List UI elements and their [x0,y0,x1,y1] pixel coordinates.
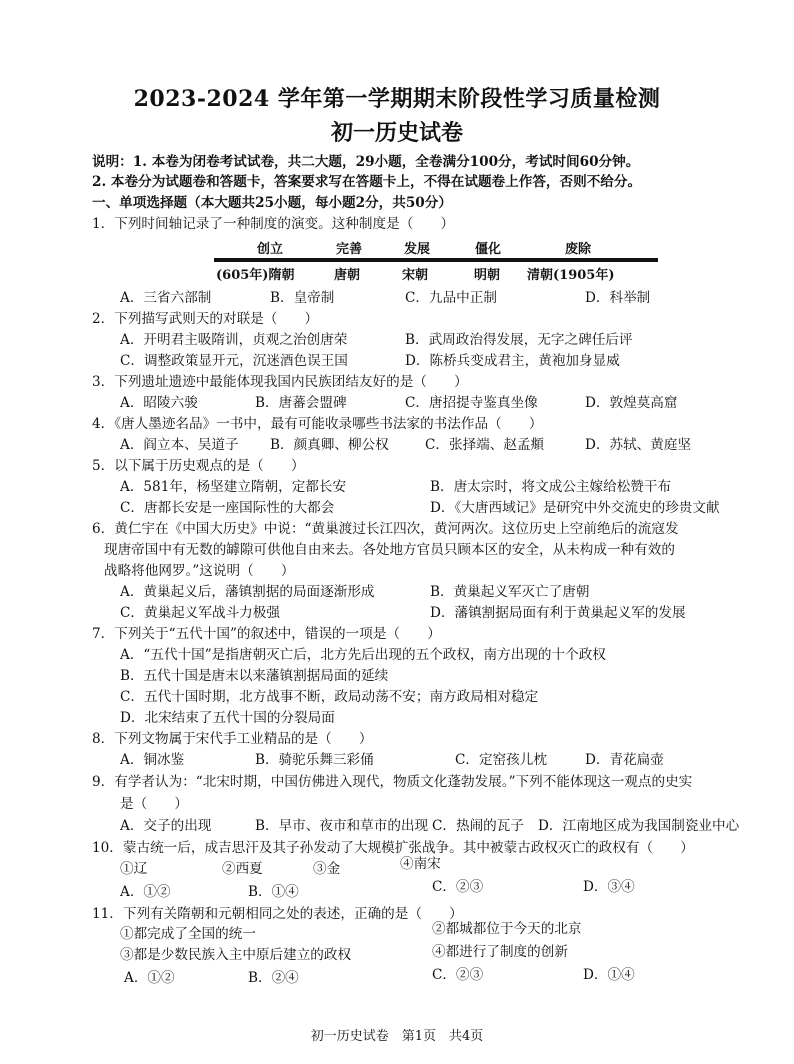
q3-option-b: B．唐蕃会盟碑 [255,395,347,411]
timeline-stage: 创立 [257,242,284,257]
q4-option-d: D．苏轼、黄庭坚 [585,437,692,453]
q8-option-b: B．骑驼乐舞三彩俑 [255,752,374,768]
q10-option-b: B．①④ [248,884,299,900]
q10-item: ②西夏 [222,861,263,877]
question-2-stem: 2．下列描写武则天的对联是（ ） [92,311,319,327]
q1-option-a: A．三省六部制 [120,290,212,306]
q9-option-a: A．交子的出现 [120,818,212,834]
question-9-stem-line: 9．有学者认为：“北宋时期，中国仿佛进入现代，物质文化蓬勃发展。”下列不能体现这一观点的史实 [92,774,693,790]
q8-option-c: C．定窑孩儿枕 [455,752,547,768]
q10-item: ③金 [313,861,341,877]
exam-title: 2023-2024 学年第一学期期末阶段性学习质量检测 [133,86,661,112]
q11-option-d: D．①④ [583,967,635,983]
q11-option-c: C．②③ [432,967,484,983]
q11-option-a: A．①② [124,970,175,986]
timeline-period: (605年)隋朝 [216,268,295,283]
timeline-stage: 发展 [404,242,431,257]
timeline-stage: 僵化 [475,242,502,257]
q7-option-d: D．北宋结束了五代十国的分裂局面 [120,710,335,726]
q10-item: ①辽 [120,861,148,877]
question-6-stem-line: 战略将他网罗。”这说明（ ） [104,563,295,579]
q3-option-a: A．昭陵六骏 [120,395,198,411]
q6-option-a: A．黄巢起义后，藩镇割据的局面逐渐形成 [120,584,375,600]
question-10-stem: 10．蒙古统一后，成吉思汗及其子孙发动了大规模扩张战争。其中被蒙古政权灭亡的政权有（ ） [92,840,694,856]
q4-option-b: B．颜真卿、柳公权 [270,437,389,453]
q10-item: ④南宋 [400,856,441,872]
q1-option-c: C．九品中正制 [405,290,497,306]
timeline-period: 明朝 [474,268,501,283]
q8-option-a: A．铜冰鉴 [120,752,185,768]
q3-option-d: D．敦煌莫高窟 [585,395,678,411]
q11-item: ②都城都位于今天的北京 [432,921,582,937]
q2-option-b: B．武周政治得发展，无字之碑任后评 [405,332,633,348]
q10-option-c: C．②③ [432,879,484,895]
question-9-stem-line: 是（ ） [120,796,188,812]
q1-option-d: D．科举制 [585,290,651,306]
timeline-stage: 废除 [565,242,592,257]
q11-item: ①都完成了全国的统一 [120,926,256,942]
q5-option-a: A．581年，杨坚建立隋朝，定都长安 [120,479,347,495]
q4-option-c: C．张择端、赵孟頫 [425,437,545,453]
q8-option-d: D．青花扁壶 [585,752,664,768]
q6-option-b: B．黄巢起义军灭亡了唐朝 [430,584,590,600]
q6-option-d: D．藩镇割据局面有利于黄巢起义军的发展 [430,605,686,621]
question-11-stem: 11．下列有关隋朝和元朝相同之处的表述，正确的是（ ） [92,906,463,922]
q11-item: ④都进行了制度的创新 [432,944,568,960]
q2-option-d: D．陈桥兵变成君主，黄袍加身显威 [405,353,620,369]
q2-option-c: C．调整政策显开元，沉迷酒色误王国 [120,353,348,369]
section-heading: 一、单项选择题（本大题共25小题，每小题2分，共50分） [92,195,452,211]
q11-option-b: B．②④ [248,970,299,986]
question-5-stem: 5．以下属于历史观点的是（ ） [92,458,305,474]
question-1-stem: 1．下列时间轴记录了一种制度的演变。这种制度是（ ） [92,216,455,232]
q9-option-c: C．热闹的瓦子 [432,818,524,834]
q5-option-c: C．唐都长安是一座国际性的大都会 [120,500,335,516]
instructions-note-1: 说明：1. 本卷为闭卷考试试卷，共二大题，29小题，全卷满分100分，考试时间60分钟。 [92,154,640,170]
question-7-stem: 7．下列关于“五代十国”的叙述中，错误的一项是（ ） [92,626,441,642]
q10-option-d: D．③④ [583,879,635,895]
question-6-stem-line: 现唐帝国中有无数的罅隙可供他自由来去。各处地方官员只顾本区的安全，从未构成一种有效的 [104,542,675,558]
question-8-stem: 8．下列文物属于宋代手工业精品的是（ ） [92,731,373,747]
timeline-period: 宋朝 [402,268,429,283]
q11-item: ③都是少数民族入主中原后建立的政权 [120,947,352,963]
question-3-stem: 3．下列遗址遗迹中最能体现我国内民族团结友好的是（ ） [92,374,468,390]
q3-option-c: C．唐招提寺鉴真坐像 [405,395,538,411]
question-4-stem: 4．《唐人墨迹名品》一书中，最有可能收录哪些书法家的书法作品（ ） [92,416,543,432]
q1-option-b: B．皇帝制 [270,290,335,306]
q9-option-d: D．江南地区成为我国制瓷业中心 [538,818,740,834]
instructions-note-2: 2. 本卷分为试题卷和答题卡，答案要求写在答题卡上，不得在试题卷上作答，否则不给分。 [92,174,642,190]
page-footer: 初一历史试卷 第1页 共4页 [310,1029,484,1044]
q5-option-d: D．《大唐西域记》是研究中外交流史的珍贵文献 [430,500,720,516]
timeline-axis [214,258,658,262]
question-6-stem-line: 6．黄仁宇在《中国大历史》中说：“黄巢渡过长江四次，黄河两次。这位历史上空前绝后的流寇发 [92,521,679,537]
q9-option-b: B．早市、夜市和草市的出现 [255,818,429,834]
timeline-period: 唐朝 [334,268,361,283]
q7-option-a: A．“五代十国”是指唐朝灭亡后，北方先后出现的五个政权，南方出现的十个政权 [120,647,606,663]
q10-option-a: A．①② [120,884,171,900]
q6-option-c: C．黄巢起义军战斗力极强 [120,605,280,621]
exam-subtitle: 初一历史试卷 [330,120,463,146]
q5-option-b: B．唐太宗时，将文成公主嫁给松赞干布 [430,479,672,495]
q7-option-b: B．五代十国是唐末以来藩镇割据局面的延续 [120,668,389,684]
q4-option-a: A．阎立本、吴道子 [120,437,239,453]
q2-option-a: A．开明君主吸隋训，贞观之治创唐荣 [120,332,348,348]
timeline-period: 清朝(1905年) [527,268,615,283]
timeline-stage: 完善 [336,242,363,257]
q7-option-c: C．五代十国时期，北方战事不断，政局动荡不安；南方政局相对稳定 [120,689,539,705]
